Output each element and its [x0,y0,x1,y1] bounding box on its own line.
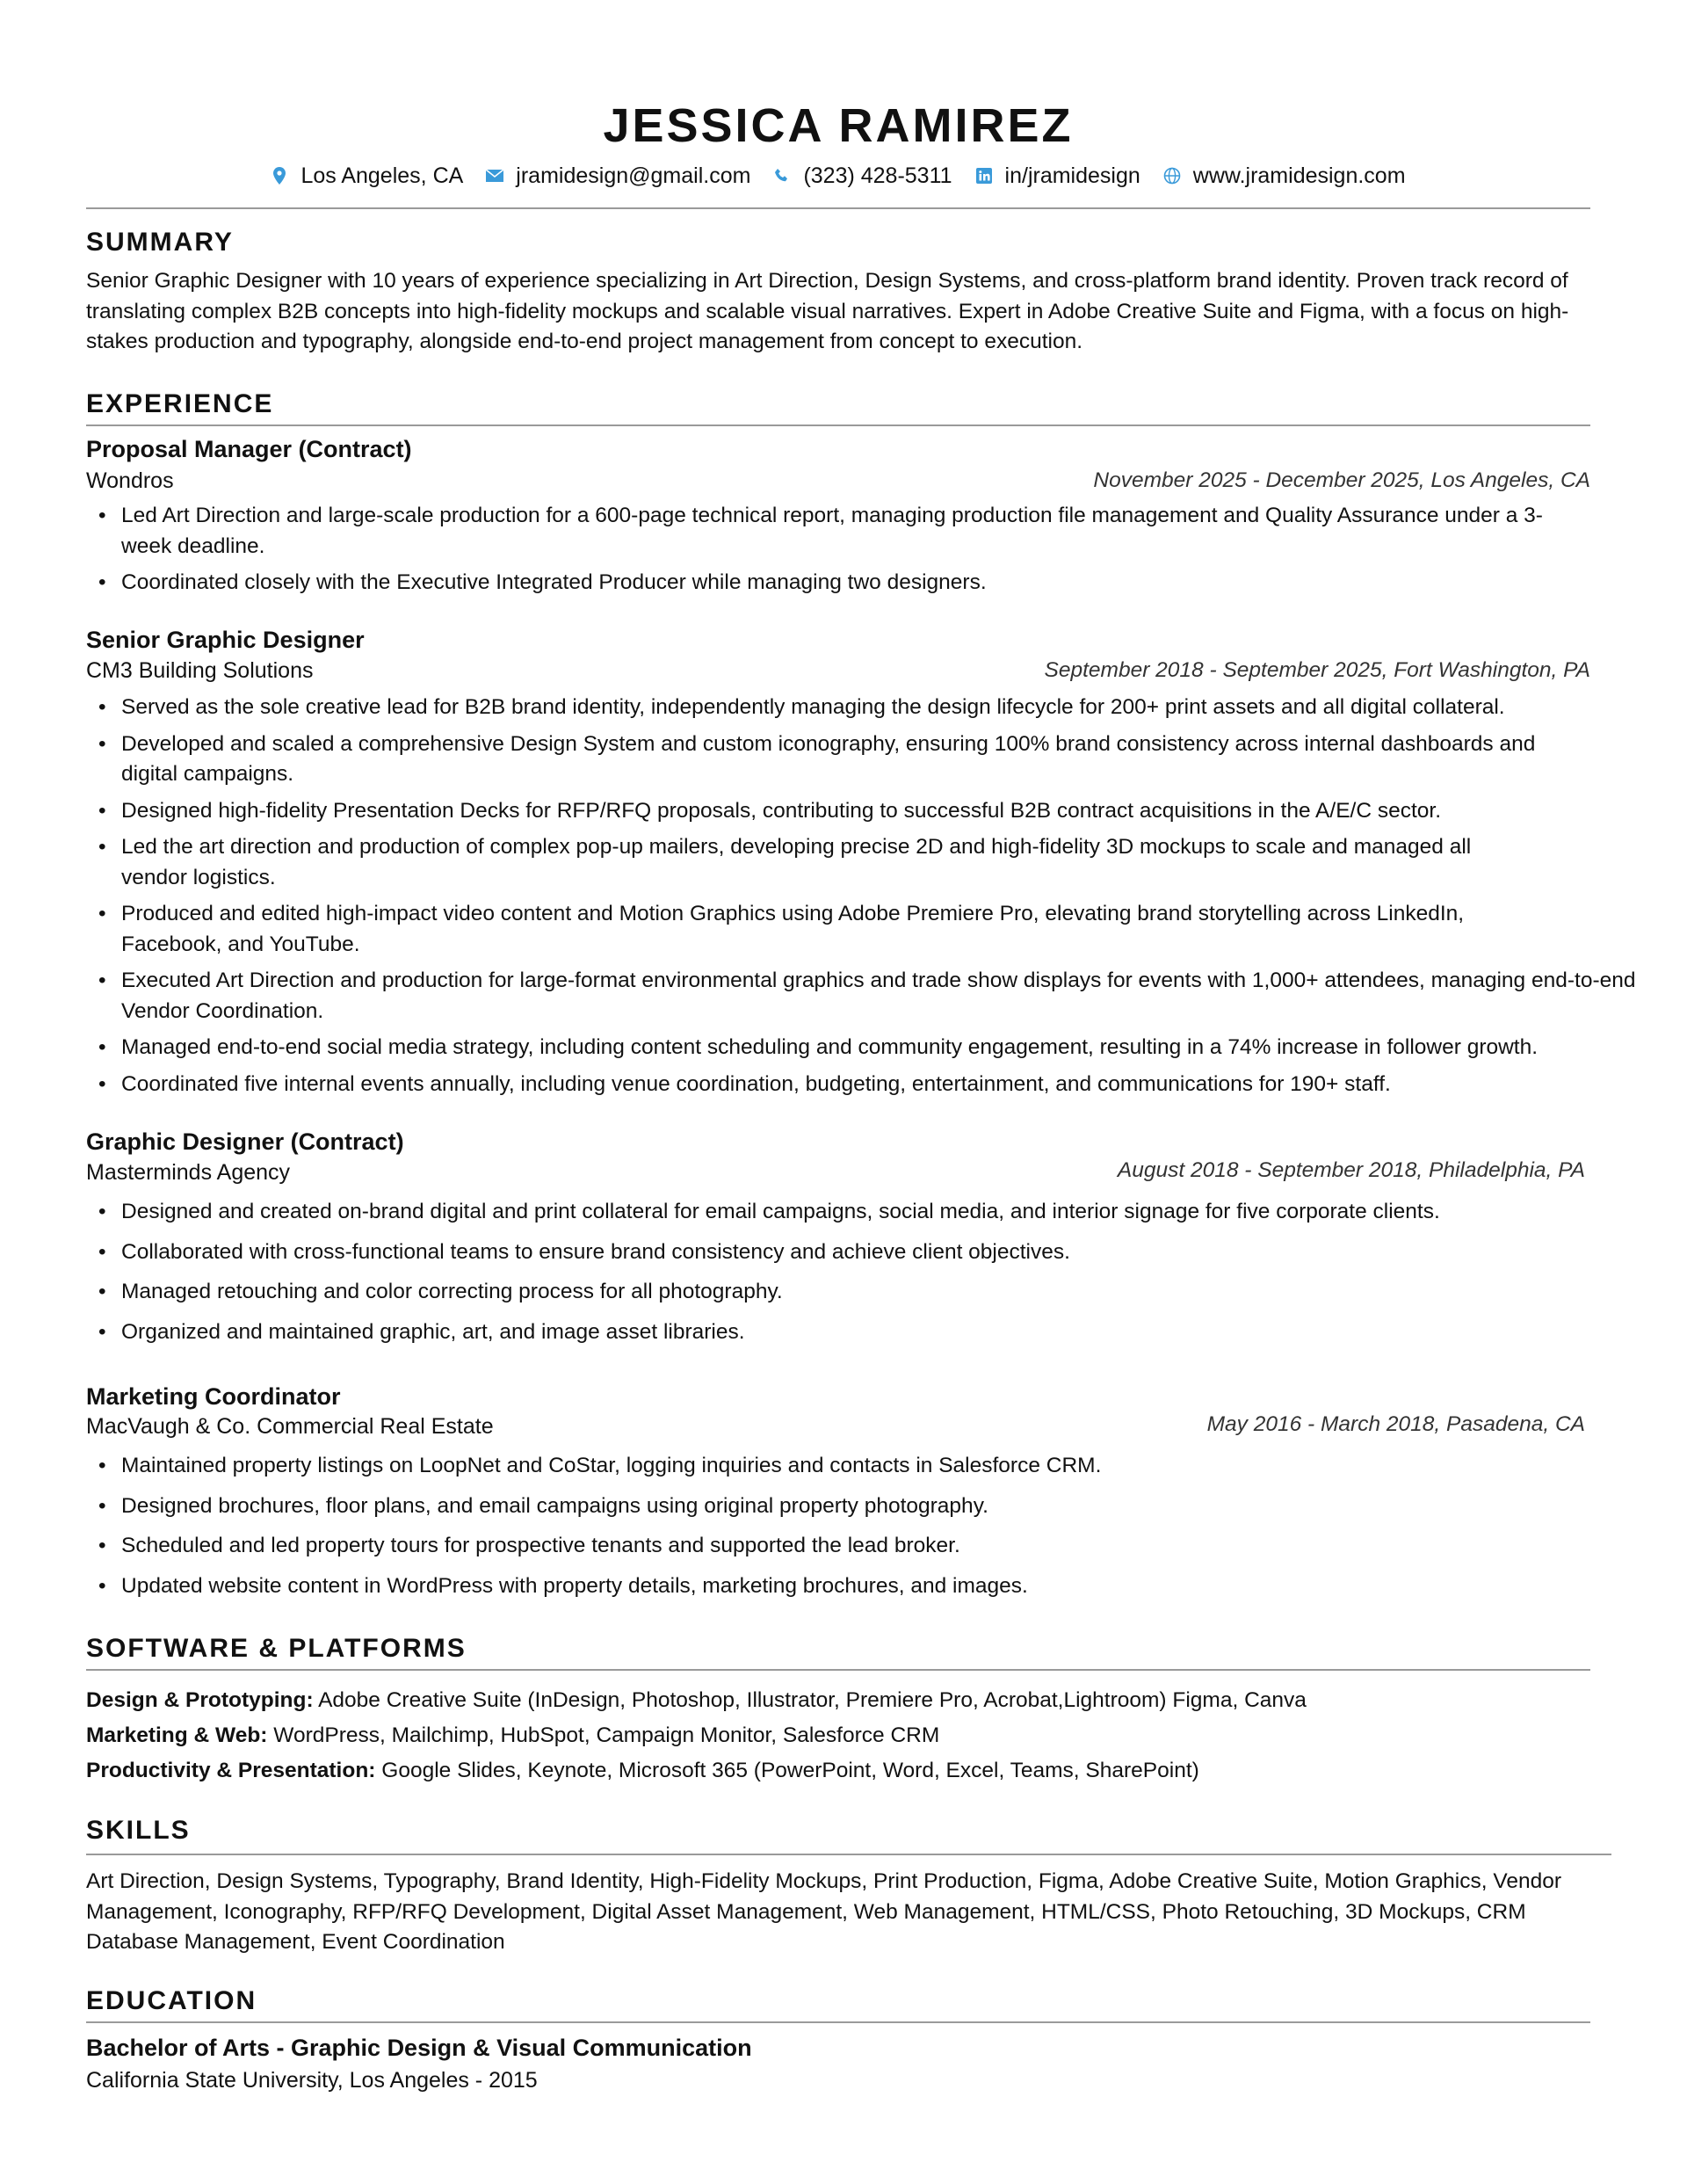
contact-linkedin[interactable] [975,161,1140,191]
bullet-item: • Scheduled and led property tours for prospective tenants and supported the lead broker. [86,1531,1590,1562]
email-link[interactable]: jramidesign@gmail.com [516,163,751,188]
contact-location [271,161,463,191]
contact-phone[interactable] [773,161,952,191]
globe-icon [1163,167,1181,185]
skills-divider [86,1854,1611,1855]
location-pin-icon [271,167,288,185]
bullet-item: • Organized and maintained graphic, art, and image asset libraries. [86,1317,1590,1348]
contact-bar [86,161,1590,191]
education-degree: Bachelor of Arts - Graphic Design & Visual Communication [86,2035,752,2061]
software-line-productivity [86,1756,1199,1786]
job-dates: August 2018 - September 2018, Philadelphia, PA [1117,1158,1585,1182]
bullet-item: • Designed and created on-brand digital and print collateral for email campaigns, social media, and interior signage for five corporate clients. [86,1197,1590,1228]
job-company: Wondros [86,468,174,493]
bullet-item: • Designed brochures, floor plans, and email campaigns using original property photography. [86,1491,1590,1522]
bullet-item: • Executed Art Direction and production for large-format environmental graphics and trade show displays for events with 1,000+ attendees, managing end-to-end Vendor Coordination. [86,966,1641,1027]
linkedin-icon [975,167,993,185]
bullet-item: • Designed high-fidelity Presentation Decks for RFP/RFQ proposals, contributing to successful B2B contract acquisitions in the A/E/C sector. [86,796,1641,827]
software-line-marketing [86,1721,939,1751]
bullet-item: • Managed end-to-end social media strategy, including content scheduling and community engagement, resulting in a 74% increase in follower growth. [86,1033,1641,1063]
software-label: Productivity & Presentation: [86,1759,376,1782]
bullet-item: • Coordinated five internal events annually, including venue coordination, budgeting, entertainment, and communications for 190+ staff. [86,1070,1641,1100]
job-dates: September 2018 - September 2025, Fort Washington, PA [1044,658,1590,682]
job-title: Senior Graphic Designer [86,627,365,653]
summary-heading: SUMMARY [86,228,234,257]
job-bullets [86,501,1545,599]
job-bullets [86,1197,1590,1347]
bullet-item: • Served as the sole creative lead for B2B brand identity, independently managing the design lifecycle for 200+ print assets and all digital collateral. [86,693,1641,723]
phone-number[interactable]: (323) 428-5311 [803,163,952,188]
job-company: CM3 Building Solutions [86,658,314,683]
software-heading: SOFTWARE & PLATFORMS [86,1634,467,1663]
bullet-item: • Managed retouching and color correcting process for all photography. [86,1277,1590,1308]
experience-divider [86,424,1590,426]
software-line-design [86,1686,1307,1716]
experience-heading: EXPERIENCE [86,389,274,418]
bullet-item: • Led Art Direction and large-scale production for a 600-page technical report, managing production file management and Quality Assurance under a 3-week deadline. [86,501,1545,562]
bullet-item: • Developed and scaled a comprehensive Design System and custom iconography, ensuring 100% brand consistency across internal dashboards and digital campaigns. [86,729,1641,790]
bullet-item: • Produced and edited high-impact video content and Motion Graphics using Adobe Premiere Pro, elevating brand storytelling across LinkedIn, Facebook, and YouTube. [86,899,1641,960]
contact-email[interactable] [486,161,750,191]
summary-text: Senior Graphic Designer with 10 years of experience specializing in Art Direction, Design Systems, and cross-platform brand identity. Proven track record of translating complex B2B concepts into high-fidelity mockups and scalable visual narratives. Expert in Adobe Creative Suite and Figma, with a focus on high-stakes production and typography, alongside end-to-end project management from concept to execution. [86,269,1569,353]
website-link[interactable]: www.jramidesign.com [1192,163,1406,188]
job-title: Graphic Designer (Contract) [86,1128,404,1155]
job-dates: May 2016 - March 2018, Pasadena, CA [1206,1412,1585,1436]
job-bullets [86,1451,1590,1601]
software-label: Design & Prototyping: [86,1688,314,1712]
location-text: Los Angeles, CA [300,163,464,188]
software-items: Google Slides, Keynote, Microsoft 365 (PowerPoint, Word, Excel, Teams, SharePoint) [375,1759,1199,1782]
candidate-name: JESSICA RAMIREZ [603,99,1074,152]
education-divider [86,2021,1590,2023]
bullet-item: • Maintained property listings on LoopNet and CoStar, logging inquiries and contacts in Salesforce CRM. [86,1451,1590,1482]
job-bullets [86,693,1641,1099]
job-dates: November 2025 - December 2025, Los Angeles, CA [1093,468,1590,492]
envelope-icon [486,167,503,185]
bullet-item: • Led the art direction and production of complex pop-up mailers, developing precise 2D and high-fidelity 3D mockups to scale and managed all vendor logistics. [86,832,1641,893]
bullet-item: • Collaborated with cross-functional teams to ensure brand consistency and achieve client objectives. [86,1237,1590,1268]
software-divider [86,1669,1590,1671]
education-heading: EDUCATION [86,1986,257,2015]
bullet-item: • Updated website content in WordPress with property details, marketing brochures, and images. [86,1571,1590,1602]
job-title: Marketing Coordinator [86,1383,341,1410]
software-items: WordPress, Mailchimp, HubSpot, Campaign Monitor, Salesforce CRM [267,1723,940,1747]
education-school: California State University, Los Angeles - 2015 [86,2068,538,2093]
linkedin-link[interactable]: in/jramidesign [1004,163,1140,188]
software-label: Marketing & Web: [86,1723,268,1747]
skills-text: Art Direction, Design Systems, Typography, Brand Identity, High-Fidelity Mockups, Print Production, Figma, Adobe Creative Suite, Motion Graphics, Vendor Management, Iconography, RFP/RFQ Development, Digital Asset Management, Web Management, HTML/CSS, Photo Retouching, 3D Mockups, CRM Database Management, Event Coordination [86,1869,1562,1954]
job-title: Proposal Manager (Contract) [86,436,412,462]
job-company: Masterminds Agency [86,1160,291,1185]
header-divider [86,207,1590,209]
contact-website[interactable] [1163,161,1406,191]
software-items: Adobe Creative Suite (InDesign, Photoshop, Illustrator, Premiere Pro, Acrobat,Lightroom) Figma, Canva [313,1688,1307,1712]
job-company: MacVaugh & Co. Commercial Real Estate [86,1414,494,1439]
bullet-item: • Coordinated closely with the Executive Integrated Producer while managing two designers. [86,568,1545,599]
skills-heading: SKILLS [86,1816,191,1845]
phone-icon [773,167,791,185]
